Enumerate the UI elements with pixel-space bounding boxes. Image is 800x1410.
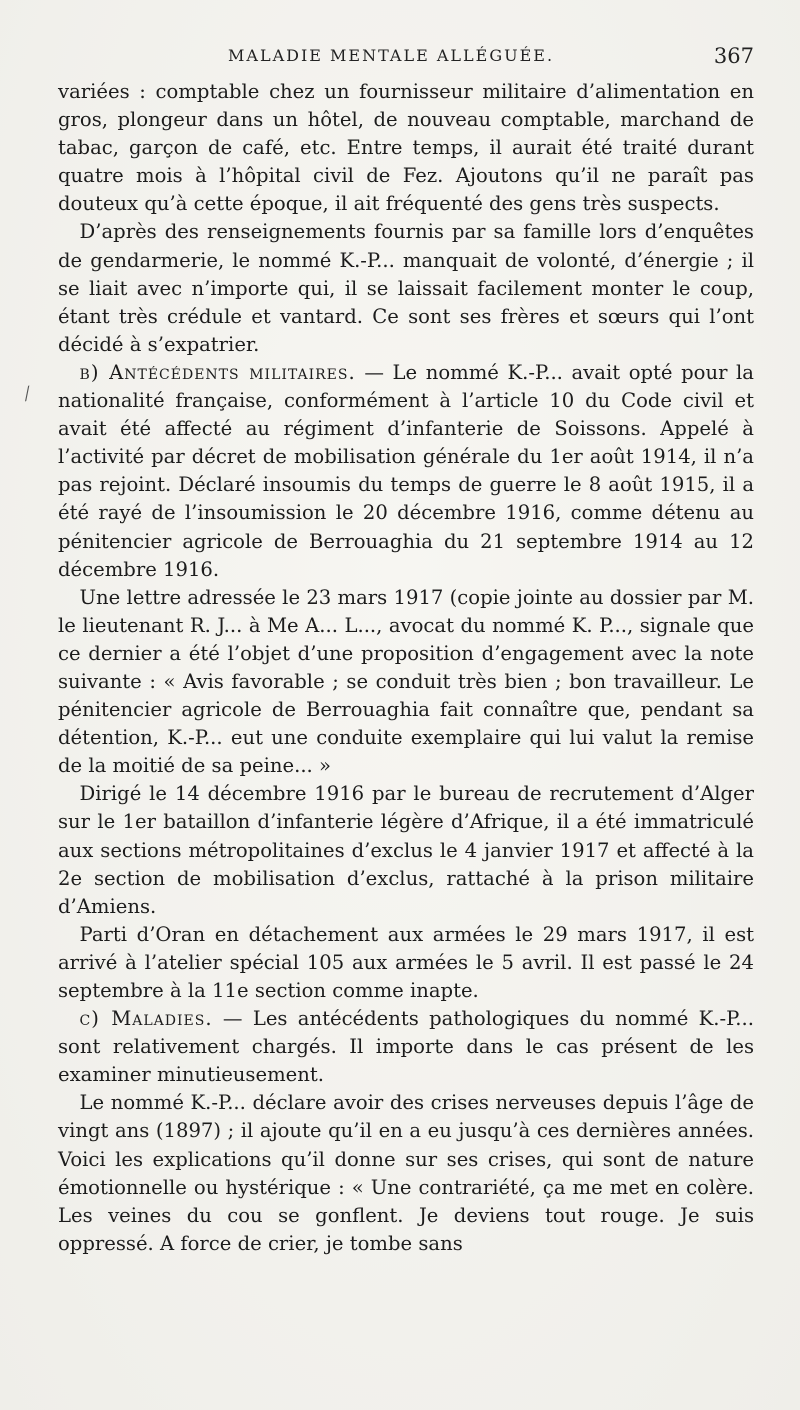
page-number: 367 xyxy=(713,44,754,68)
section-label-military: b) Antécédents militaires. xyxy=(79,360,356,384)
margin-pencil-mark: ⁄ xyxy=(22,384,33,405)
paragraph-text: Le nommé K.-P... déclare avoir des crises nerveuses depuis l’âge de vingt ans (1897) ; il ajoute qu’il en a eu jusqu’à ces dernières années. Voici les explications qu’il donne sur ses crises, qui sont de nature émotionnelle ou hystérique : « Une contrariété, ça me met en colère. Les veines du cou se gonflent. Je deviens tout rouge. Je suis oppressé. A force de crier, je tombe sans xyxy=(58,1091,754,1255)
paragraph-text: Dirigé le 14 décembre 1916 par le bureau de recrutement d’Alger sur le 1er bataillon d’infanterie légère d’Afrique, il a été immatriculé aux sections métropolitaines d’exclus le 4 janvier 1917 et affecté à la 2e section de mobilisation d’exclus, rattaché à la prison militaire d’Amiens. xyxy=(58,782,754,918)
paragraph-text: variées : comptable chez un fournisseur militaire d’alimentation en gros, plongeur dans un hôtel, de nouveau comptable, marchand de tabac, garçon de café, etc. Entre temps, il aurait été traité durant quatre mois à l’hôpital civil de Fez. Ajoutons qu’il ne paraît pas douteux qu’à cette époque, il ait fréquenté des gens très suspects. xyxy=(58,80,754,216)
paragraph-text: Une lettre adressée le 23 mars 1917 (copie jointe au dossier par M. le lieutenant R. J... à Me A... L..., avocat du nommé K. P..., signale que ce dernier a été l’objet d’une proposition d’engagement avec la note suivante : « Avis favorable ; se conduit très bien ; bon travailleur. Le pénitencier agricole de Berrouaghia fait connaître que, pendant sa détention, K.-P... eut une conduite exemplaire qui lui valut la remise de la moitié de sa peine... » xyxy=(58,585,754,778)
paragraph-illnesses xyxy=(58,1005,754,1089)
paragraph-letter xyxy=(58,584,754,781)
paragraph-recruitment xyxy=(58,780,754,920)
body-text xyxy=(58,78,754,1258)
paragraph-text: Parti d’Oran en détachement aux armées le 29 mars 1917, il est arrivé à l’atelier spécial 105 aux armées le 5 avril. Il est passé le 24 septembre à la 11e section comme inapte. xyxy=(58,922,754,1002)
paragraph-text: D’après des renseignements fournis par sa famille lors d’enquêtes de gendarmerie, le nommé K.-P... manquait de volonté, d’énergie ; il se liait avec n’importe qui, il se laissait facilement monter le coup, étant très crédule et vantard. Ce sont ses frères et sœurs qui l’ont décidé à s’expatrier. xyxy=(58,220,754,356)
page-header xyxy=(58,40,754,74)
paragraph-text: — Les antécédents pathologiques du nommé K.-P... sont relativement chargés. Il importe dans le cas présent de les examiner minutieusement. xyxy=(58,1007,754,1087)
paragraph-occupations xyxy=(58,78,754,218)
paragraph-detachment xyxy=(58,921,754,1005)
paragraph-military-history xyxy=(58,359,754,584)
running-head: MALADIE MENTALE ALLÉGUÉE. xyxy=(228,46,555,65)
paragraph-family-info xyxy=(58,218,754,358)
section-label-illnesses: c) Maladies. xyxy=(79,1007,213,1031)
paragraph-crises xyxy=(58,1089,754,1258)
paragraph-text: — Le nommé K.-P... avait opté pour la nationalité française, conformément à l’article 10 du Code civil et avait été affecté au régiment d’infanterie de Soissons. Appelé à l’activité par décret de mobilisation générale du 1er août 1914, il n’a pas rejoint. Déclaré insoumis du temps de guerre le 8 août 1915, il a été rayé de l’insoumission le 20 décembre 1916, comme détenu au pénitencier agricole de Berrouaghia du 21 septembre 1914 au 12 décembre 1916. xyxy=(58,360,754,581)
